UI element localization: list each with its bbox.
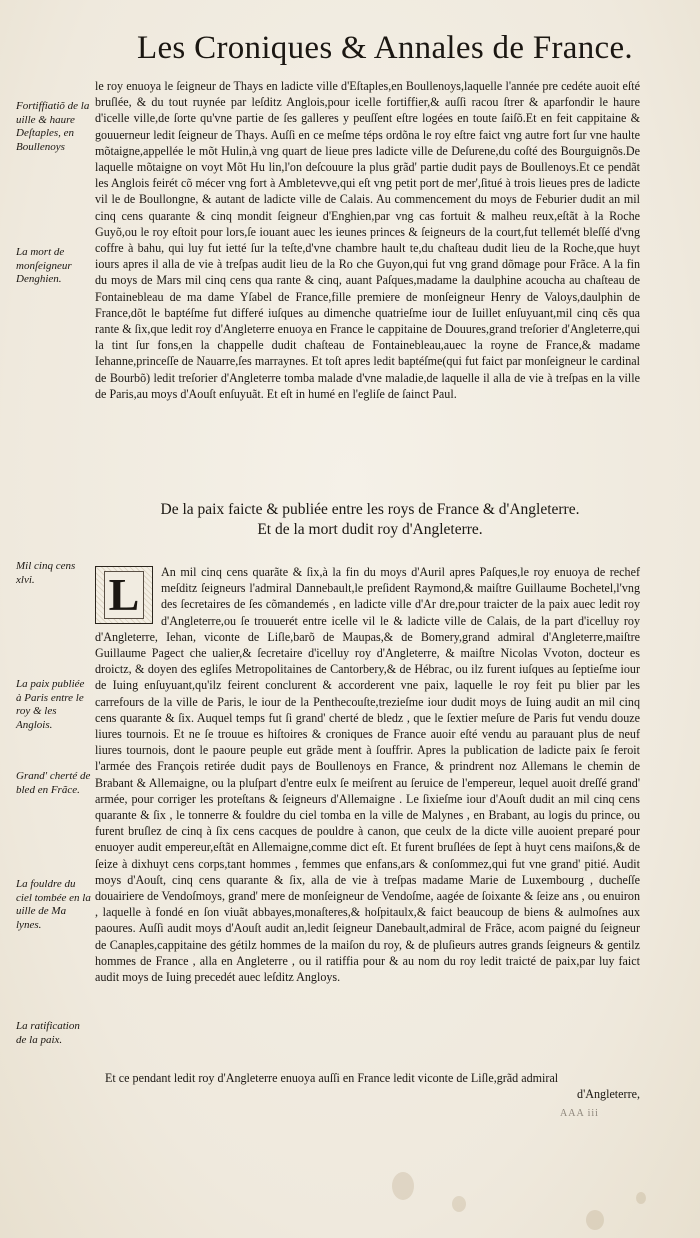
paper-stain <box>392 1172 414 1200</box>
margin-note: Mil cinq cens xlvi. <box>16 560 76 586</box>
catchword: d'Angleterre, <box>577 1087 640 1102</box>
paper-stain <box>452 1196 466 1212</box>
margin-note: La paix publiée à Paris entre le roy & les Anglois. <box>16 678 85 731</box>
signature-mark: AAA iii <box>560 1108 599 1119</box>
paragraph: An mil cinq cens quarãte & ſix,à la fin du moys d'Auril apres Paſques,le roy enuoya de rechef meſditz ſeigneurs l'admiral Dannebault,le preſident Raymond,& maiſtre Guillaume Bochetel,l'vng des ſecretaires de ſes cõmandemés , en ladicte ville d'Ar dre,pour traicter de la paix auec ledit roy d'Angleterre,ou ſe trouuerét entre icelle vil le & ladicte ville de Calais, de la part d'icelluy roy d'Angleterre, Iehan, viconte de Liſle,barõ de Maupas,& de Bomery,grand admiral d'Angleterre,maiſtre Guillaume Pagect che ualier,& ſecretaire d'icelluy roy d'Angleterre, & maiſtre Nicolas Vvoton, docteur es droictz, & doyen des egliſes Metropolitaines de Cantorbery,& de Hébrac, ou ilz furent iuſques au ſeptieſme iour de Iuing enſuyuant,qu'ilz feirent conclurent & accorderent vne paix, laquelle le roy feit pu blier par les carrefours de la ville de Paris, le iour de la Penthecouſte,trezieſme iour dudit moys de Iuing audit an mil cinq cens quarante & ſix. Auquel temps fut ſi grand' cherté de bledz , que le ſextier meſure de Paris fut vendu douze liures tournois. Et ne ſe trouue es hiſtoires & croniques de France auoir eſté vendu au parauant plus de neuf liures tournois, dont le paoure peuple eut grãde ment à ſouffrir. Apres la publication de ladicte paix ſe feroit l'armée des François retirée dudit pays de Boullenoys en France, & prindrent noz Allemans le chemin de Brabant & Allemaigne, ou la pluſpart d'entre eulx ſe meiſrent au ſeruice de l'empereur, lequel auoit dreſſé grand' armée, pour corriger les proteſtans & ſeigneurs d'Allemaigne . Le ſixieſme iour d'Aouſt dudit an mil cinq cens quarante & ſix , le tonnerre & fouldre du ciel tomba en la ville de Malynes , en Brabant, au logis du prince, ou furent bruſlez de cinq à ſix cens cacques de pouldre à canon, que ceulx de la dicte ville auoient preparé pour enuoyer audit empereur,eſtãt en Allemaigne,comme dict eſt. Et furent bruſlées de ſept à huyt cens maiſons,& de ſeize à dixhuyt cens corps,tant hommes , femmes que enfans,ars & conſommez,qui fut vne grand' pitié. Audit moys d'Aouſt, cinq cens quarante & ſix, alla de vie à treſpas madame Marie de Luxembourg , ducheſſe douairiere de Vendoſmoys, grand' mere de monſeigneur de Vendoſme, aagée de ſoixante & ſeize ans , ou enuiron , laquelle à fondé en ſon viuãt abbayes,monaſteres,& hoſpitaulx,& faict beaucoup de biens & aulmoſnes aux paoures. Auſſi audit moys d'Aouſt audit an,ledit ſeigneur Danebault,admiral de Frãce, acom paigné du ſeigneur de Canaples,cappitaine des gétilz hommes de la maiſon du roy, & de pluſieurs autres grands ſeigneurs & gentilz hommes de France , alla en Angleterre , ou il ratiffia pour & au nom du roy ledit traicté de paix,par luy faict audit moys de Iuing precedét auec leſditz Angloys. <box>95 565 640 985</box>
section-heading <box>90 500 650 540</box>
section-heading-line: Et de la mort dudit roy d'Angleterre. <box>257 521 483 538</box>
body-text-block <box>95 78 640 402</box>
running-head: Les Croniques & Annales de France. <box>137 30 633 66</box>
closing-text <box>95 1070 640 1102</box>
margin-note: La fouldre du ciel tombée en la uille de Ma lynes. <box>16 878 91 931</box>
decorated-initial <box>95 566 153 624</box>
margin-note: Fortiffiatiõ de la uille & haure Deſtaples, en Boullenoys <box>16 100 90 153</box>
decorated-initial-letter: L <box>104 571 145 619</box>
body-text-block <box>95 564 640 985</box>
paper-stain <box>586 1210 604 1230</box>
paper-stain <box>636 1192 646 1204</box>
margin-note: Grand' cherté de bled en Frãce. <box>16 770 91 796</box>
paragraph: le roy enuoya le ſeigneur de Thays en ladicte ville d'Eſtaples,en Boullenoys,laquelle l'année pre cedéte auoit eſté bruſlée, & du tout ruynée par leſditz Anglois,pour icelle fortiffier,& auſſi racou ſtrer & aparfondir le haure d'icelle ville,de ſorte qu'vne partie de ſes galleres y peuſſent eſtre logées en toute ſaiſõ.Et en feit cappitaine & gouuerneur ledit ſeigneur de Thays. Auſſi en ce meſme téps ordõna le roy eſtre faict vng autre fort ſur vne haulte mõtaigne,appellée le mõt Hulin,à vng quart de lieue pres ladicte ville de Deſurene,du coſté des Bourguignõs.De laquelle mõtaigne on voyt Mõt Hu lin,l'on deſcouure la plus grãd' partie dudit pays de Boullenoys.Et ce pendãt les Anglois feirét cõ mécer vng fort à Ambletevve,qui eſt vng petit port de mer',ſitué à trois lieues pres de ladicte vil le de Boullongne, & autant de ladicte ville de Calais. Au commencement du moys de Feburier dudit an mil cinq cens quarante & cinq mondit ſeigneur d'Enghien,par vng cas fortuit & malheu reux,eſtãt à la Roche Guyõ,ou le roy eſtoit pour lors,ſe iouant auec les ieunes princes & ſeigneurs de la court,fut tellemét bleſſé d'vng coffre à bahu, qui luy fut ietté ſur la teſte,d'vne chambre hault te,du chaſteau dudit lieu de la Roche,que huyt iours apres il alla de vie à treſpas audit lieu de la Ro che Guyon,qui fut vng grand dõmage pour Frãce. A la fin du moys de Mars mil cinq cens qua rante & cinq, auant Paſques,madame la daulphine acoucha au chaſteau de Fontainebleau de ma dame Yſabel de France,fille premiere de monſeigneur Henry de Valoys,daulphin de France,dõt le baptéſme fut differé iuſques au dimenche quatrieſme iour de Iuillet enſuyuant,mil cinq cẽs qua rante & ſix,que ledit roy d'Angleterre enuoya en France le cappitaine de Douures,grand treſorier d'Angleterre,qui la tint ſur fons,en la chappelle dudit chaſteau de Fontainebleau,auec la royne de France,& madame Iehanne,princeſſe de Nauarre,ſes marraynes. Et toſt apres ledit baptéſme(qui fut faict par monſeigneur le cardinal de Bourbõ) ledit treſorier d'Angleterre tomba malade d'vne maladie,de laquelle il alla de vie à treſpas en la ville de Paris,au moys d'Aouſt enſuyuãt. Et eſt in humé en l'egliſe de ſainct Paul. <box>95 79 640 401</box>
margin-note: La mort de monſeigneur Denghien. <box>16 246 72 285</box>
section-heading-line: De la paix faicte & publiée entre les roys de France & d'Angleterre. <box>160 501 580 518</box>
margin-note: La ratification de la paix. <box>16 1020 80 1046</box>
paragraph: Et ce pendant ledit roy d'Angleterre enuoya auſſi en France ledit viconte de Liſle,grãd admiral <box>105 1071 559 1085</box>
